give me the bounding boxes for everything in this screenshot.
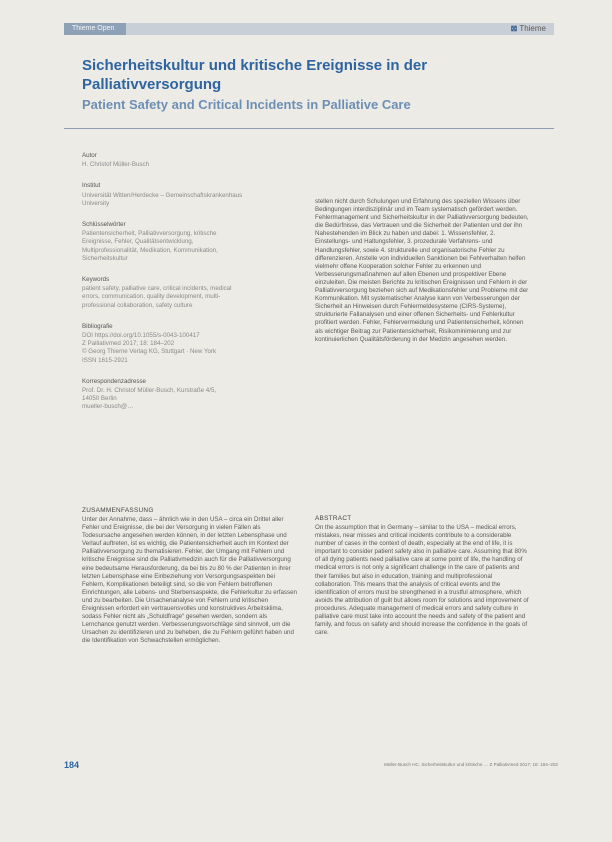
english-abstract-text: On the assumption that in Germany – similar to the USA – medical errors, mistakes, near misses and critical incidents contribute to a considerable number of cases in the context of death, especially at the end of life, it is important to consider patient safety also in palliative care. Assuming that 80% of all dying patients need palliative care at some point of life, the handling of medical errors is not only a significant challenge in the care of patients and their families but also in education, training and multiprofessional collaboration. This means that the analysis of critical events and the identification of errors must be strengthened in a trustful atmosphere, which avoids the attribution of guilt but allows room for solutions and improvement of procedures. Adequate management of medical errors and safety culture in palliative care must take into account the needs and safety of the patient and family, and focus on safety and should increase the confidence in the goals of care. [315,524,529,637]
correspondence-label: Korrespondenzadresse [82,377,146,385]
publisher-brand [511,24,546,33]
german-abstract-text: Unter der Annahme, dass – ähnlich wie in den USA – circa ein Drittel aller Fehler und Ereignisse, die bei der Versorgung in vielen Fällen als Todesursache angesehen werden können, in der letzten Lebensphase und Verlauf auftreten, ist es wichtig, die Patientensicherheit auch im Kontext der Palliativversorgung zu thematisieren. Fehler, der Umgang mit Fehlern und kritische Ereignisse sind die Palliativmedizin auch für die Palliativversorgung eine bedeutsame Herausforderung, da bei bis zu 80 % der Patienten in ihrer letzten Lebensphase eine Einbeziehung von Versorgungsaspekten bei Fehlern, Komplikationen beteiligt sind, so die von Fehlern betroffenen Einrichtungen, alle Lebens- und Sterbensaspekte, die Fehlerkultur zu erfassen und zu bearbeiten. Die Ursachenanalyse von Fehlern und kritischen Ereignissen erfordert ein vertrauensvolles und konstruktives Arbeitsklima, sodass Fehler nicht als „Schuldfrage“ gesehen werden, sondern als Lernchance genutzt werden. Verbesserungsvorschläge sind sinnvoll, um die Ursachen zu identifizieren und zu beheben, die zu Fehlern geführt haben und die Identifikation von Schwachstellen ermöglichen. [82,516,297,645]
page-number: 184 [64,760,80,770]
bibliography-label: Bibliografie [82,322,113,330]
article-metadata [82,152,292,425]
correspondence-value: Prof. Dr. H. Christof Müller-Busch, Kurstraße 4/5, 14050 Berlin mueller-busch@… [82,387,217,411]
keywords-english-label: Keywords [82,276,110,284]
intro-continuation-text: stellen nicht durch Schulungen und Erfahrung des speziellen Wissens über Bedingungen interdisziplinär und im Team systematisch gefördert werden. Fehlermanagement und Sicherheitskultur in der Palliativversorgung bedeuten, die Bedürfnisse, das Vertrauen und die Sicherheit der Patienten und der ihn Nahestehenden im Blick zu haben und dabei: 1. Wissensfehler, 2. Einstellungs- und Haltungsfehler, 3. prozedurale Verfahrens- und Handlungsfehler, sowie 4. strukturelle und organisatorische Fehler zu differenzieren. Anstelle von individuellen Sanktionen bei Fehlverhalten helfen vielmehr offene Kooperation solcher Fehler zu erkennen und Verbesserungsmaßnahmen auf allen Ebenen und prospektiver Ebene einzuleiten. Die meisten Berichte zu kritischen Ereignissen und Fehlern in der Palliativversorgung beziehen sich auf Medikationsfehler und Probleme mit der Kommunikation. Mit systematischer Analyse kann von Verbesserungen der Sicherheit an Hinweisen durch Fehlermeldesysteme (CIRS-Systeme), strukturierte Fallanalysen und einer offenen Sicherheits- und Fehlerkultur profitiert werden. Fehler, Fehlervermeidung und Patientensicherheit, können als wichtiger Beitrag zur Patientensicherheit, Risikominimierung und zur kontinuierlichen Qualitätsförderung in der Medizin angesehen werden. [315,198,529,343]
article-title-english: Patient Safety and Critical Incidents in Palliative Care [82,97,411,112]
keywords-german-label: Schlüsselwörter [82,221,126,229]
correspondence-block [82,378,292,412]
header-band [64,23,554,35]
brand-label: Thieme [519,24,546,33]
english-abstract-heading: ABSTRACT [315,515,352,522]
german-abstract-heading: ZUSAMMENFASSUNG [82,507,154,514]
german-abstract [82,507,297,646]
keywords-english-value: patient safety, palliative care, critical incidents, medical errors, communication, quality development, multi- professional collaboration, safety culture [82,285,232,309]
title-divider [64,128,554,129]
section-rubric: Thieme Open [64,23,126,35]
thieme-logo-icon: ⊠ [510,24,518,33]
keywords-german-block [82,221,292,263]
institution-block [82,182,292,208]
article-title-german: Sicherheitskultur und kritische Ereignisse in der Palliativversorgung [82,57,428,93]
author-block [82,152,292,169]
bibliography-value: DOI https://doi.org/10.1055/s-0043-100417 Z Palliativmed 2017; 18: 184–202 © Georg Thieme Verlag KG, Stuttgart · New York ISSN 1615-2921 [82,332,217,364]
footer-citation: Müller-Busch HC. Sicherheitskultur und kritische … Z Palliativmed 2017; 18: 184–202 [384,762,558,767]
english-abstract [315,515,529,637]
keywords-german-value: Patientensicherheit, Palliativversorgung, kritische Ereignisse, Fehler, Qualitätsentwicklung, Multiprofessionalität, Medikation, Kommunikation, Sicherheitskultur [82,230,218,262]
author-label: Autor [82,152,97,159]
keywords-english-block [82,276,292,310]
institution-value: Universität Witten/Herdecke – Gemeinschaftskrankenhaus University [82,191,243,207]
bibliography-block [82,323,292,365]
institution-label: Institut [82,182,101,190]
author-name: H. Christof Müller-Busch [82,161,150,169]
